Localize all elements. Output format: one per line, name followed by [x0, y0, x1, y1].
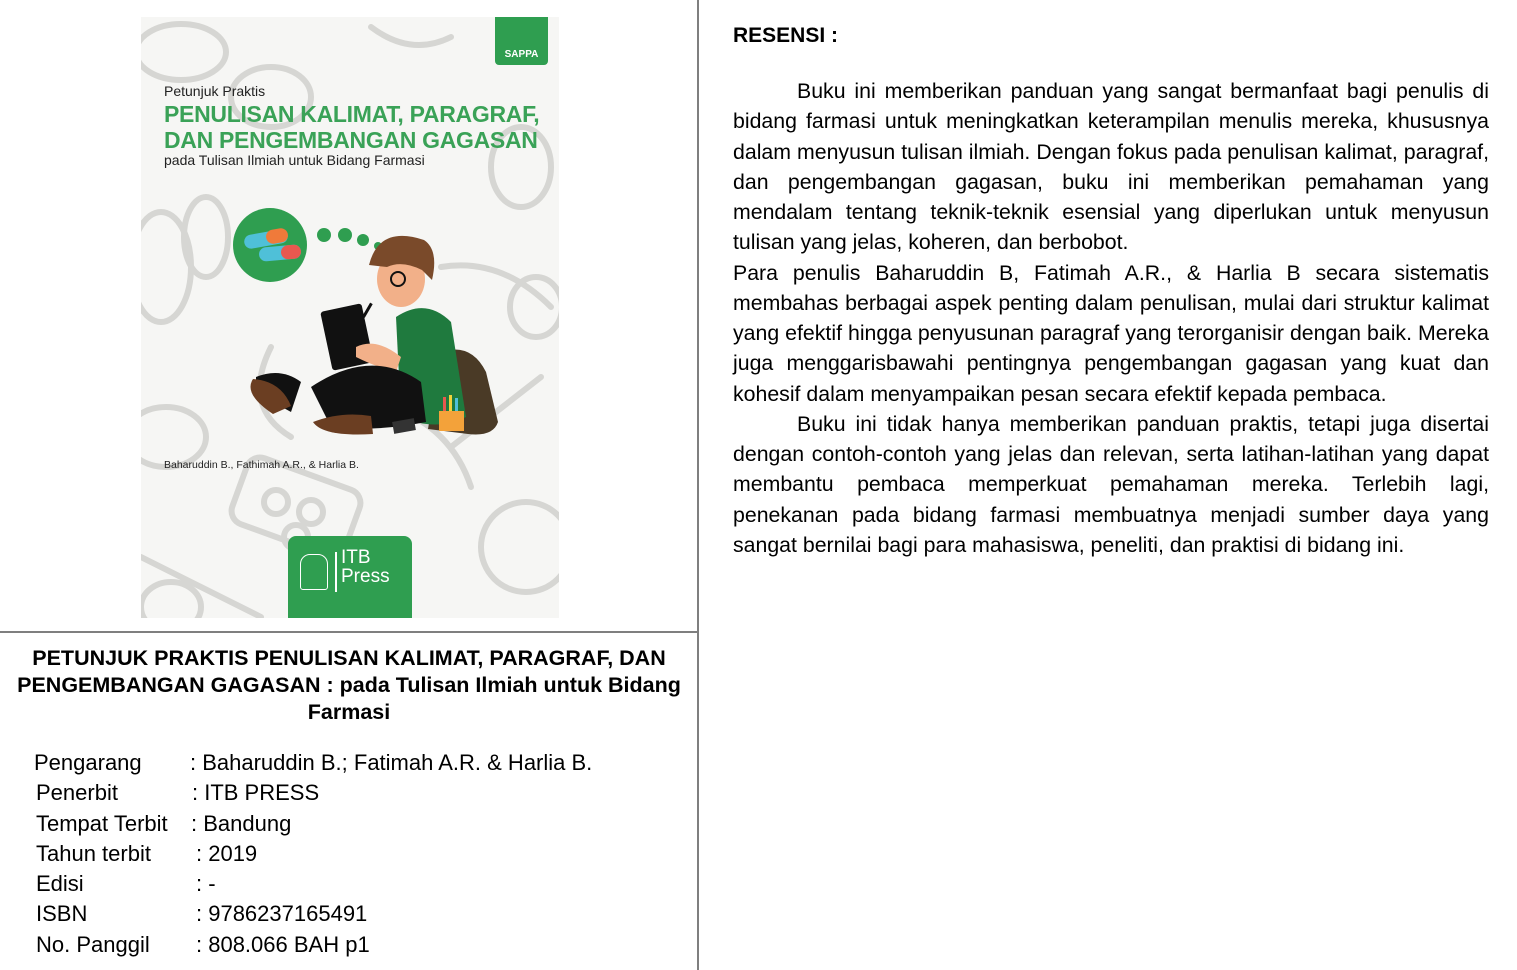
review-paragraph: Para penulis Baharuddin B, Fatimah A.R., & Harlia B secara sistematis membahas berbagai aspek penting dalam penulisan, mulai dari struktur kalimat yang efektif hingga penyusunan paragraf yang terorganisir dengan baik. Mereka juga menggarisbawahi pentingnya pengembangan gagasan yang kuat dan kohesif dalam menyampaikan pesan secara efektif kepada pembaca. — [733, 260, 1489, 406]
review-body — [733, 76, 1489, 560]
book-title — [0, 645, 698, 726]
cover-title-line1: PENULISAN KALIMAT, PARAGRAF, — [164, 101, 540, 127]
logo-divider — [335, 552, 337, 592]
review-heading: RESENSI : — [733, 24, 839, 47]
ganesha-seal-icon — [300, 554, 328, 590]
publisher-series-badge: SAPPA — [495, 17, 548, 65]
metadata-value: : - — [196, 871, 216, 897]
metadata-value: : Bandung — [191, 810, 292, 836]
metadata-label: Penerbit — [36, 780, 118, 806]
metadata-label: Pengarang — [34, 750, 142, 775]
itb-press-wordmark: ITB Press — [341, 547, 390, 587]
cover-title-line2: DAN PENGEMBANGAN GAGASAN — [164, 127, 538, 153]
vertical-divider — [697, 0, 699, 970]
horizontal-divider — [0, 631, 698, 633]
cover-authors: Baharuddin B., Fathimah A.R., & Harlia B. — [164, 459, 359, 471]
metadata-label: ISBN — [36, 901, 88, 927]
book-title-main: PETUNJUK PRAKTIS PENULISAN KALIMAT, PARAGRAF, DAN PENGEMBANGAN GAGASAN — [17, 646, 666, 697]
metadata-label: Tahun terbit — [36, 840, 151, 866]
metadata-value: : 808.066 BAH p1 — [196, 931, 370, 957]
cover-subtitle: pada Tulisan Ilmiah untuk Bidang Farmasi — [164, 152, 425, 168]
book-title-separator: : — [320, 673, 340, 697]
review-paragraph: Buku ini memberikan panduan yang sangat bermanfaat bagi penulis di bidang farmasi untuk meningkatkan keterampilan menulis mereka, khususnya dalam menyusun tulisan ilmiah. Dengan fokus pada penulisan kalimat, paragraf, dan pengembangan gagasan, buku ini memberikan pemahaman yang mendalam tentang teknik-teknik esensial yang diperlukan untuk menyusun tulisan yang jelas, koheren, dan berbobot. — [733, 79, 1489, 255]
book-cover-image — [141, 17, 559, 618]
metadata-label: Tempat Terbit — [36, 810, 168, 836]
metadata-value: : 9786237165491 — [196, 901, 368, 927]
cover-kicker: Petunjuk Praktis — [164, 83, 266, 99]
review-paragraph: Buku ini tidak hanya memberikan panduan praktis, tetapi juga disertai dengan contoh-contoh yang jelas dan relevan, serta latihan-latihan yang dapat membantu pembaca memperkuat pemahaman mereka. Terlebih lagi, penekanan pada bidang farmasi membuatnya menjadi sumber daya yang sangat bernilai bagi para mahasiswa, peneliti, dan praktisi di bidang ini. — [733, 411, 1489, 557]
student-writing-illustration — [141, 17, 559, 618]
itb-press-logo — [288, 536, 412, 618]
book-title-sub: pada Tulisan Ilmiah untuk Bidang Farmasi — [307, 673, 681, 724]
metadata-value: : ITB PRESS — [192, 780, 320, 806]
metadata-label: No. Panggil — [36, 931, 150, 957]
metadata-value: : 2019 — [196, 840, 258, 866]
metadata-label: Edisi — [36, 871, 84, 897]
metadata-value: : Baharuddin B.; Fatimah A.R. & Harlia B. — [190, 750, 593, 775]
